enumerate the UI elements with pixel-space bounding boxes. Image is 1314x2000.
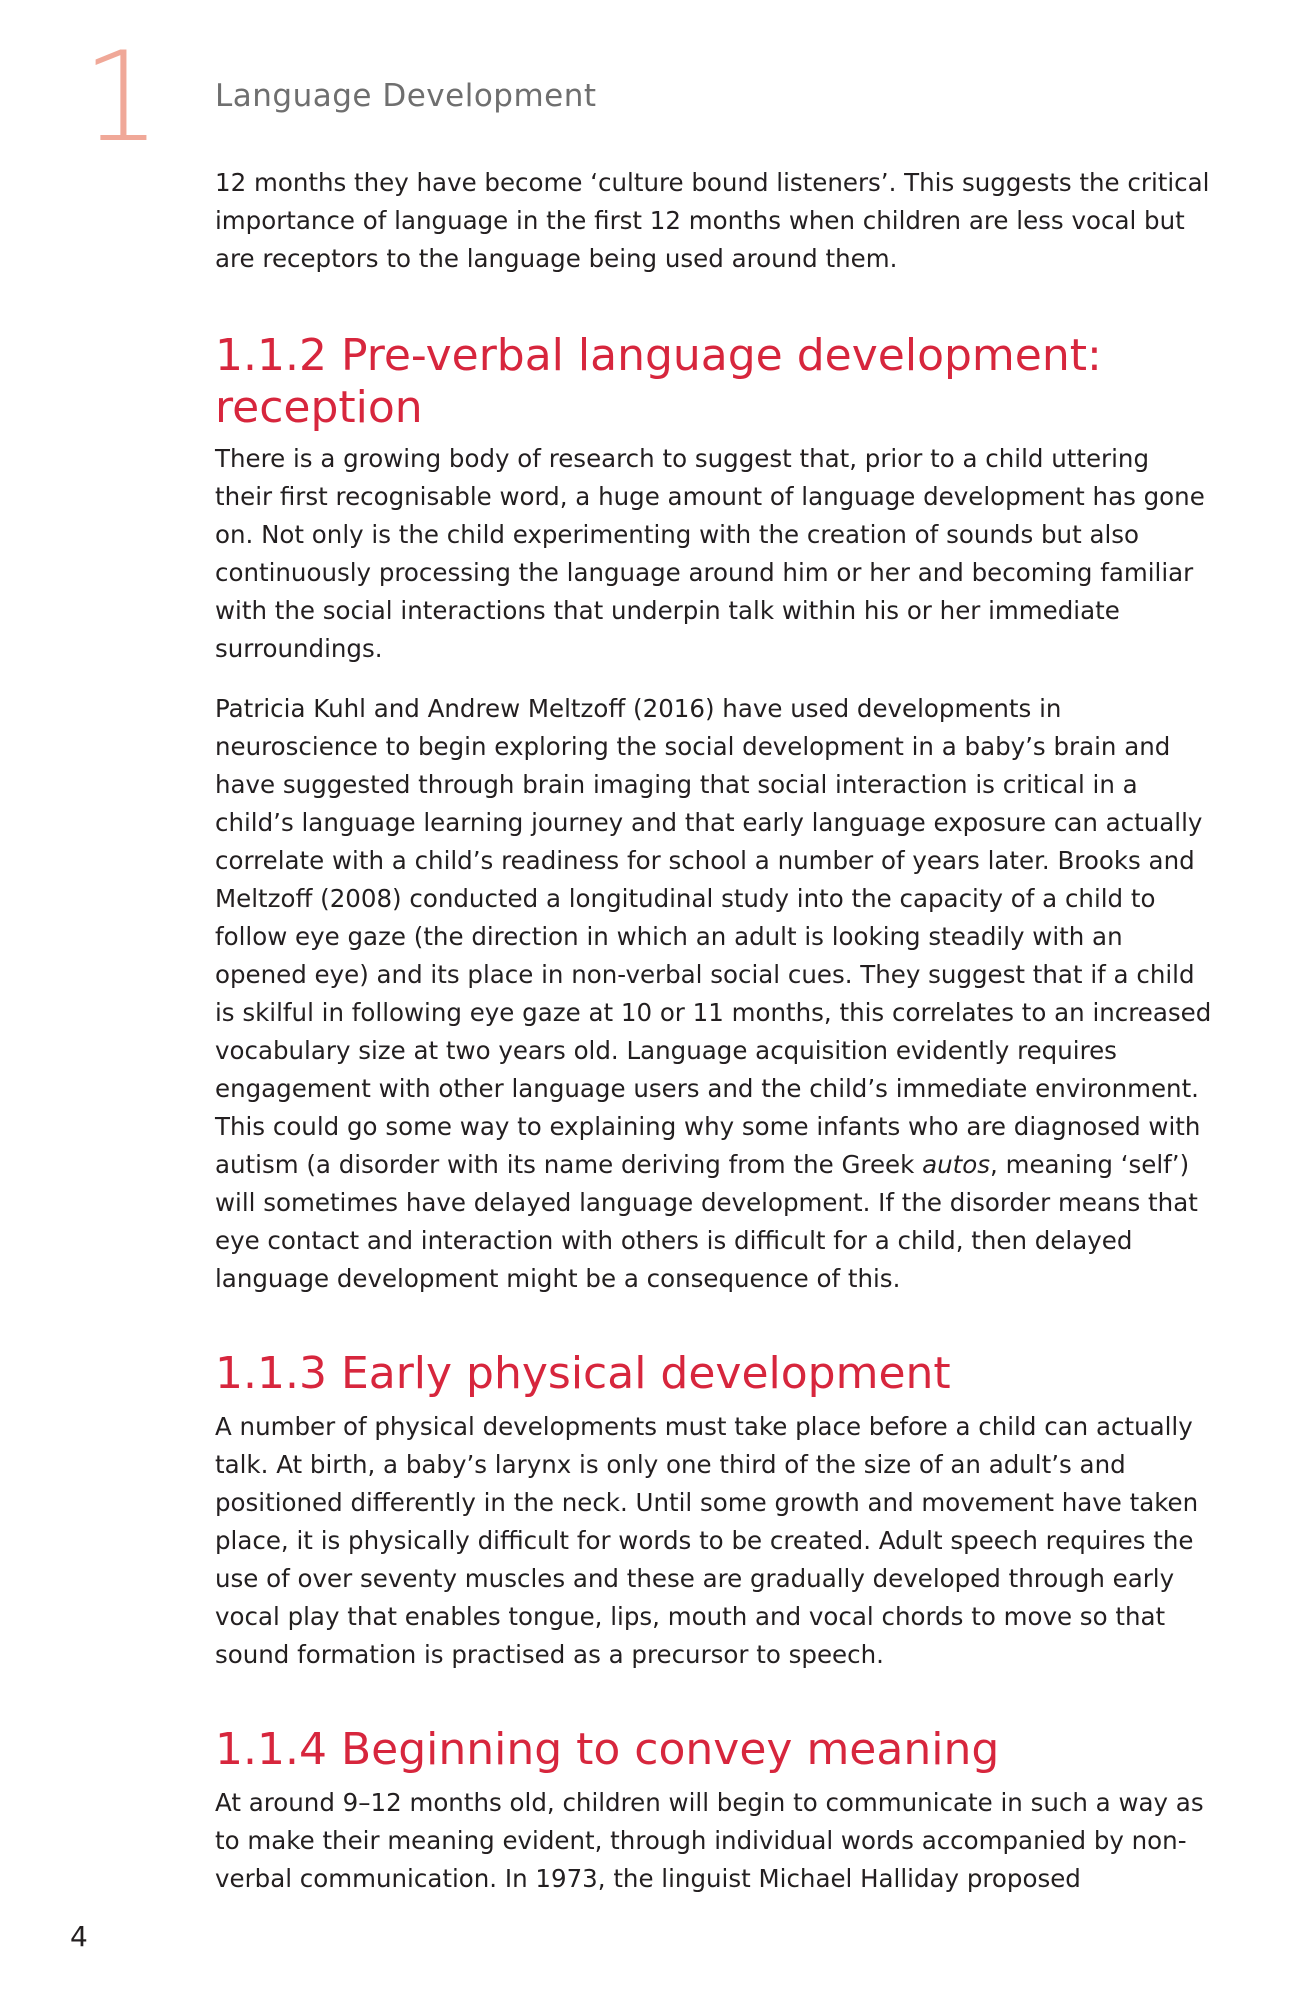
section-1-1-3	[215, 1348, 1213, 1674]
section-1-1-4	[215, 1724, 1213, 1898]
paragraph-2-italic-term: autos	[922, 1150, 990, 1179]
section-1-1-2-paragraph-2	[215, 690, 1213, 1298]
section-1-1-3-paragraph-1: A number of physical developments must take place before a child can actually talk. At birth, a baby’s larynx is only one third of the size of an adult’s and positioned differently in the neck. Until some growth and movement have taken place, it is physically difficult for words to be created. Adult speech requires the use of over seventy muscles and these are gradually developed through early vocal play that enables tongue, lips, mouth and vocal chords to move so that sound formation is practised as a precursor to speech.	[215, 1412, 1199, 1669]
section-heading-1-1-4: 1.1.4 Beginning to convey meaning	[215, 1724, 1000, 1775]
chapter-number: 1	[82, 26, 161, 170]
paragraph-2-text-before: Patricia Kuhl and Andrew Meltzoff (2016) have used developments in neuroscience to begin exploring the social development in a baby’s brain and have suggested through brain imaging that social interaction is critical in a child’s language learning journey and that early language exposure can actually correlate with a child’s readiness for school a number of years later. Brooks and Meltzoff (2008) conducted a longitudinal study into the capacity of a child to follow eye gaze (the direction in which an adult is looking steadily with an opened eye) and its place in non-verbal social cues. They suggest that if a child is skilful in following eye gaze at 10 or 11 months, this correlates to an increased vocabulary size at two years old. Language acquisition evidently requires engagement with other language users and the child’s immediate environment. This could go some way to explaining why some infants who are diagnosed with autism (a disorder with its name deriving from the Greek	[215, 694, 1212, 1179]
page-body	[215, 164, 1213, 1898]
section-1-1-2	[215, 330, 1213, 1298]
section-heading-1-1-2: 1.1.2 Pre-verbal language development: reception	[215, 330, 1102, 433]
intro-paragraph: 12 months they have become ‘culture bound listeners’. This suggests the critical importance of language in the first 12 months when children are less vocal but are receptors to the language being used around them.	[215, 168, 1210, 273]
paragraph-2-text-after: , meaning ‘self’) will sometimes have delayed language development. If the disorder means that eye contact and interaction with others is difficult for a child, then delayed language development might be a consequence of this.	[215, 1150, 1198, 1293]
section-1-1-2-paragraph-1: There is a growing body of research to suggest that, prior to a child uttering their first recognisable word, a huge amount of language development has gone on. Not only is the child experimenting with the creation of sounds but also continuously processing the language around him or her and becoming familiar with the social interactions that underpin talk within his or her immediate surroundings.	[215, 444, 1205, 663]
section-1-1-4-paragraph-1: At around 9–12 months old, children will begin to communicate in such a way as to make their meaning evident, through individual words accompanied by non-verbal communication. In 1973, the linguist Michael Halliday proposed	[215, 1788, 1204, 1893]
section-heading-1-1-3: 1.1.3 Early physical development	[215, 1348, 951, 1399]
page-number: 4	[70, 1920, 88, 1953]
running-head: Language Development	[215, 78, 597, 114]
